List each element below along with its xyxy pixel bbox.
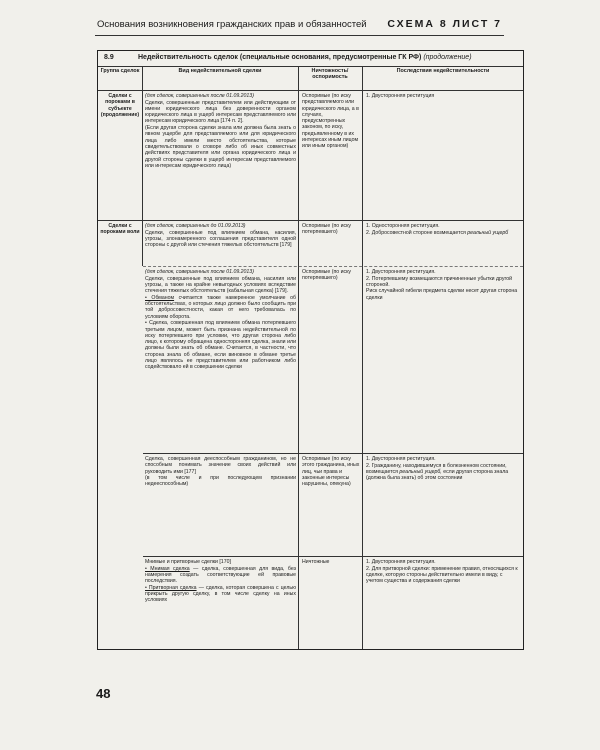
col-header-type: Вид недействительной сделки — [178, 68, 262, 74]
page-number: 48 — [96, 686, 111, 701]
row5-nullity: Ничтожные — [302, 559, 330, 565]
row-divider-3 — [143, 453, 523, 454]
group-subject-defects: Сделки с пороками в субъекте (продолжение) — [100, 93, 140, 118]
row2-type: (для сделок, совершенных до 01.09.2013) Сделки, совершенные под влиянием обмана, насилия, угрозы, злонамеренного соглашения представителя одной стороны с другой или стечения тяжелых обстоятельств [179] — [145, 223, 296, 249]
row1-consequences: 1. Двусторонняя реституция — [366, 93, 435, 99]
row1-type: (для сделок, совершенных после 01.09.2013) Сделки, совершенные представителем или действующим от имени юридического лица без доверенности органом юридического лица в ущерб интересам представляемого или интересам юридического лица [174 п. 2]. (Если другая сторона сделки знала или должна была знать о явном ущербе для представляемого или для юридического лица либо имели место обстоятельства, которые свидетельствовали о сговоре либо об иных совместных действиях представителя или органа юридического лица и другой стороны сделки в ущерб интересам представляемого или интересам юридического лица) — [145, 93, 296, 169]
section-title: Недействительность сделок (специальные основания, предусмотренные ГК РФ) (продолжение) — [138, 54, 472, 61]
col-header-consequences: Последствия недействительности — [396, 68, 490, 74]
row2-consequences: 1. Односторонняя реституция. 2. Добросовестной стороне возмещается реальный ущерб — [366, 223, 509, 236]
row-divider-1 — [98, 220, 523, 221]
running-header: Основания возникновения гражданских прав и обязанностей — [97, 19, 367, 30]
row1-nullity: Оспоримые (по иску представляемого или юридического лица, а в случаях, предусмотренных законом, по иску, предъявленному в их интересах иным лицом или иным органом) — [302, 93, 359, 150]
section-suffix: (продолжение) — [423, 54, 472, 61]
col-divider-2 — [298, 66, 299, 650]
col-divider-3 — [362, 66, 363, 650]
row4-consequences: 1. Двусторонняя реституция. 2. Гражданину, находившемуся в болезненном состоянии, возмещается реальный ущерб, если другая сторона знала (должна была знать) об этом состоянии — [366, 456, 509, 482]
row-divider-4 — [143, 556, 523, 557]
row2-nullity: Оспоримые (по иску потерпевшего) — [302, 223, 352, 236]
row3-nullity: Оспоримые (по иску потерпевшего) — [302, 269, 352, 282]
row-divider-2 — [143, 266, 523, 267]
section-number: 8.9 — [104, 54, 114, 61]
col-divider-1 — [142, 66, 143, 266]
row4-type: Сделка, совершенная дееспособным гражданином, но не способным понимать значение своих действий или руководить ими [177] (в том числе и при последующем признании недееспособным) — [145, 456, 296, 488]
header-rule — [95, 35, 504, 36]
row4-nullity: Оспоримые (по иску этого гражданина, иных лиц, чьи права и законные интересы нарушены, опекуна) — [302, 456, 360, 488]
row5-type: Мнимые и притворные сделки [170] • Мнимая сделка — сделка, совершенная для вида, без намерения создать соответствующие ей правовые последствия. • Притворная сделка — сделка, которая совершена с целью прикрыть другую сделку, в том числе сделку на иных условиях — [145, 559, 296, 604]
row3-consequences: 1. Двусторонняя реституция. 2. Потерпевшему возмещаются причиненные убытки другой стороной. Риск случайной гибели предмета сделки несет другая сторона сделки — [366, 269, 518, 301]
row5-consequences: 1. Двусторонняя реституция. 2. Для притворной сделки: применение правил, относящихся к сделке, которую стороны действительно имели в виду, с учетом существа и содержания сделки — [366, 559, 518, 585]
row3-type: (для сделок, совершенных после 01.09.2013) Сделки, совершенные под влиянием обмана, насилия или угрозы, а также на крайне невыгодных условиях вследствие стечения тяжелых обстоятельств (кабальная сделка) [179]. • Обманом считается также намеренное умолчание об обстоятельствах, о которых лицо должно было сообщить при той добросовестности, какая от него требовалась по условиям оборота. • Сделка, совершенная под влиянием обмана потерпевшего третьим лицом, может быть признана недействительной по иску потерпевшего при условии, что другая сторона либо лицо, к которому обращена односторонняя сделка, знали или должны были знать об обмане. Считается, в частности, что сторона знала об обмане, если виновное в обмане третье лицо являлось ее представителем или работником либо содействовало ей в совершении сделки — [145, 269, 296, 371]
group-will-defects: Сделки с пороками воли — [100, 223, 140, 236]
scheme-label: СХЕМА 8 ЛИСТ 7 — [387, 18, 502, 30]
col-header-nullity: Ничтожность/ оспоримость — [311, 68, 349, 81]
header-divider — [98, 90, 523, 91]
col-header-group: Группа сделок — [100, 68, 140, 74]
scheme-table — [97, 50, 524, 650]
section-heading — [98, 51, 523, 67]
